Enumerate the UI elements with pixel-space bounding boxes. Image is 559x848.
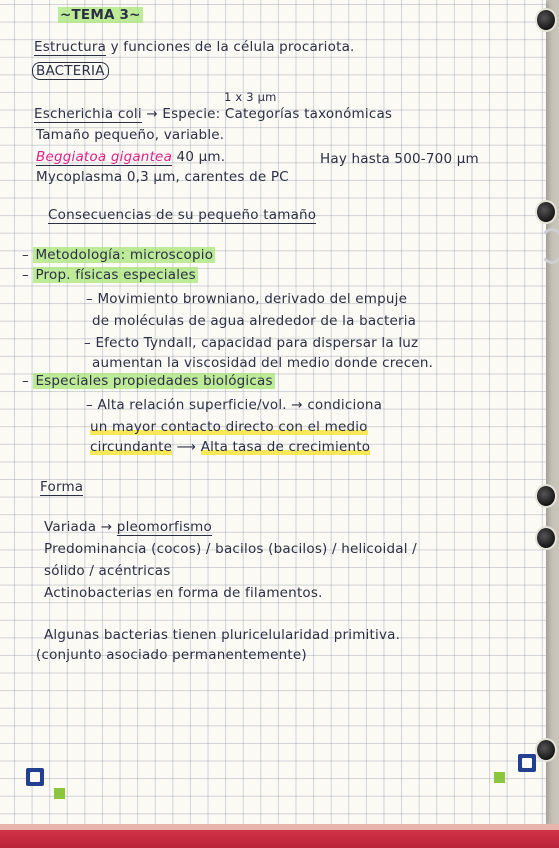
growth-text: Alta tasa de crecimiento: [200, 439, 371, 455]
bacteria-box: [32, 62, 109, 80]
shapes-line-2: sólido / acéntricas: [44, 563, 171, 579]
tyndall-line-2: aumentan la viscosidad del medio donde crecen.: [92, 355, 434, 371]
cover-edge: [0, 824, 559, 830]
pleomorfismo-text: pleomorfismo: [116, 519, 212, 535]
green-square-icon: [494, 772, 505, 783]
brownian-text-1: Movimiento browniano, derivado del empuje: [97, 291, 408, 307]
bullet-dash: –: [86, 291, 98, 307]
binder-hole-icon: [535, 738, 557, 762]
bullet-dash: –: [22, 373, 34, 389]
binder-hole-icon: [535, 526, 557, 550]
bullet-dash: –: [84, 335, 96, 351]
beggiatoa-line: [36, 148, 225, 166]
binder-hole-icon: [535, 200, 557, 224]
bacteria-label: BACTERIA: [32, 62, 109, 80]
physical-text: Prop. físicas especiales: [35, 267, 196, 283]
arrow-icon: ⟶: [176, 439, 201, 455]
pluri-line-2: (conjunto asociado permanentemente): [36, 647, 307, 663]
corner-mark-icon: [26, 768, 44, 786]
contact-line: [90, 418, 368, 436]
circundante-text: circundante: [90, 439, 173, 455]
variada-line: [44, 518, 212, 536]
tyndall-line-1: [84, 334, 418, 352]
title-rest: y funciones de la célula procariota.: [110, 39, 355, 55]
corner-mark-icon: [518, 754, 536, 772]
arrow-icon: →: [100, 519, 117, 535]
pluri-line: [44, 626, 400, 644]
mycoplasma-line: Mycoplasma 0,3 µm, carentes de PC: [36, 169, 289, 185]
ecoli-line: [34, 105, 392, 123]
bullet-dash: –: [22, 267, 34, 283]
pluri-text: Algunas bacterias tienen pluricelularidad primitiva.: [44, 627, 401, 643]
actino-line: Actinobacterias en forma de filamentos.: [44, 585, 323, 601]
page-title: [34, 38, 355, 56]
tema-header: [58, 6, 143, 24]
brownian-line-2: de moléculas de agua alrededor de la bacteria: [92, 313, 417, 329]
item-biological: [22, 372, 275, 390]
beggiatoa-size: 40 µm.: [176, 149, 226, 165]
surface-conditions: condiciona: [307, 397, 383, 413]
binder-ring-icon: [539, 228, 559, 264]
binder-hole-icon: [535, 8, 557, 32]
surface-line: [86, 396, 382, 414]
binder-cover-strip: [0, 824, 559, 848]
variada-text: Variada: [44, 519, 97, 535]
ecoli-species: Especie: Categorías taxonómicas: [162, 106, 393, 122]
green-square-icon: [54, 788, 65, 799]
item-physical: [22, 266, 198, 284]
ecoli-name: Escherichia coli: [34, 106, 142, 122]
item-methodology: [22, 246, 215, 264]
binder-hole-icon: [535, 484, 557, 508]
section2-heading: [40, 478, 83, 496]
size-line: Tamaño pequeño, variable.: [36, 127, 225, 143]
beggiatoa-name: Beggiatoa gigantea: [36, 149, 173, 165]
beggiatoa-note: Hay hasta 500-700 µm: [320, 151, 479, 167]
growth-line: [90, 438, 370, 456]
title-estructura: Estructura: [34, 39, 107, 55]
arrow-icon: →: [291, 397, 308, 413]
section1-heading: [48, 206, 316, 224]
tyndall-text-1: Efecto Tyndall, capacidad para dispersar la luz: [95, 335, 419, 351]
methodology-text: Metodología: microscopio: [35, 247, 214, 263]
contact-text: un mayor contacto directo con el medio: [90, 419, 368, 435]
section1-heading-text: Consecuencias de su pequeño tamaño: [48, 207, 317, 223]
bullet-dash: –: [22, 247, 34, 263]
forma-heading-text: Forma: [40, 479, 84, 495]
ecoli-size-note: 1 x 3 µm: [224, 90, 277, 104]
brownian-line-1: [86, 290, 407, 308]
biological-text: Especiales propiedades biológicas: [35, 373, 273, 389]
tema-label: ~TEMA 3~: [60, 7, 141, 23]
bullet-dash: –: [86, 397, 98, 413]
surface-text: Alta relación superficie/vol.: [97, 397, 287, 413]
arrow-icon: →: [146, 106, 163, 122]
shapes-line: Predominancia (cocos) / bacilos (bacilos) / helicoidal /: [44, 541, 417, 557]
